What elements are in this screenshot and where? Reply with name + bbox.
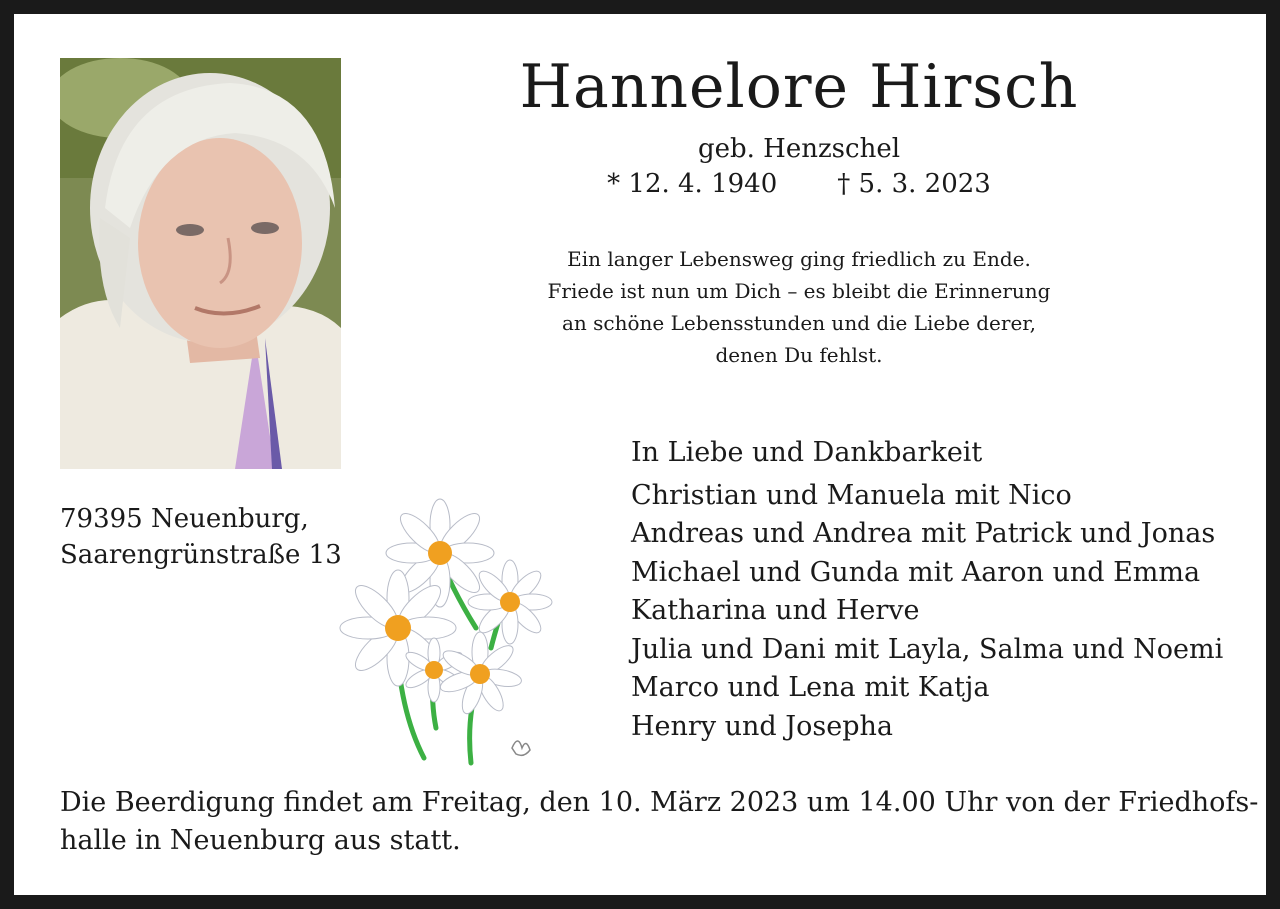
- mourner-line: Andreas und Andrea mit Patrick und Jonas: [631, 518, 1216, 549]
- funeral-info: [60, 784, 1259, 860]
- funeral-line: halle in Neuenburg aus statt.: [60, 825, 461, 856]
- address-line: 79395 Neuenburg,: [60, 504, 309, 534]
- mourners-list: [631, 434, 1223, 746]
- portrait-photo: [60, 58, 341, 469]
- maiden-name: geb. Henzschel: [697, 134, 901, 164]
- funeral-line: Die Beerdigung findet am Freitag, den 10. März 2023 um 14.00 Uhr von der Friedhofs-: [60, 787, 1259, 818]
- mourner-line: Katharina und Herve: [631, 595, 920, 626]
- daisy-flower: [468, 560, 552, 644]
- verse-line: Ein langer Lebensweg ging friedlich zu Ende.: [567, 247, 1031, 271]
- address: [60, 501, 342, 573]
- mourner-line: Michael und Gunda mit Aaron und Emma: [631, 556, 1201, 588]
- verse-line: Friede ist nun um Dich – es bleibt die Erinnerung: [547, 279, 1051, 303]
- deceased-name: Hannelore Hirsch: [519, 52, 1079, 122]
- mourner-line: Marco und Lena mit Katja: [631, 672, 990, 703]
- death-date: † 5. 3. 2023: [837, 169, 991, 199]
- mourner-line: Henry und Josepha: [631, 710, 893, 742]
- obituary-notice: [14, 14, 1266, 895]
- artist-signature-icon: [512, 741, 530, 755]
- memorial-verse: [434, 243, 1164, 371]
- birth-date: * 12. 4. 1940: [607, 169, 778, 199]
- portrait-image: [60, 58, 341, 469]
- verse-line: an schöne Lebensstunden und die Liebe derer,: [561, 311, 1037, 335]
- daisy-illustration: [336, 478, 556, 778]
- mourner-line: Christian und Manuela mit Nico: [631, 479, 1072, 511]
- verse-line: denen Du fehlst.: [715, 343, 883, 367]
- life-dates: [434, 169, 1164, 199]
- address-line: Saarengrünstraße 13: [60, 540, 342, 570]
- mourners-intro: In Liebe und Dankbarkeit: [631, 437, 983, 468]
- mourner-line: Julia und Dani mit Layla, Salma und Noemi: [631, 633, 1224, 665]
